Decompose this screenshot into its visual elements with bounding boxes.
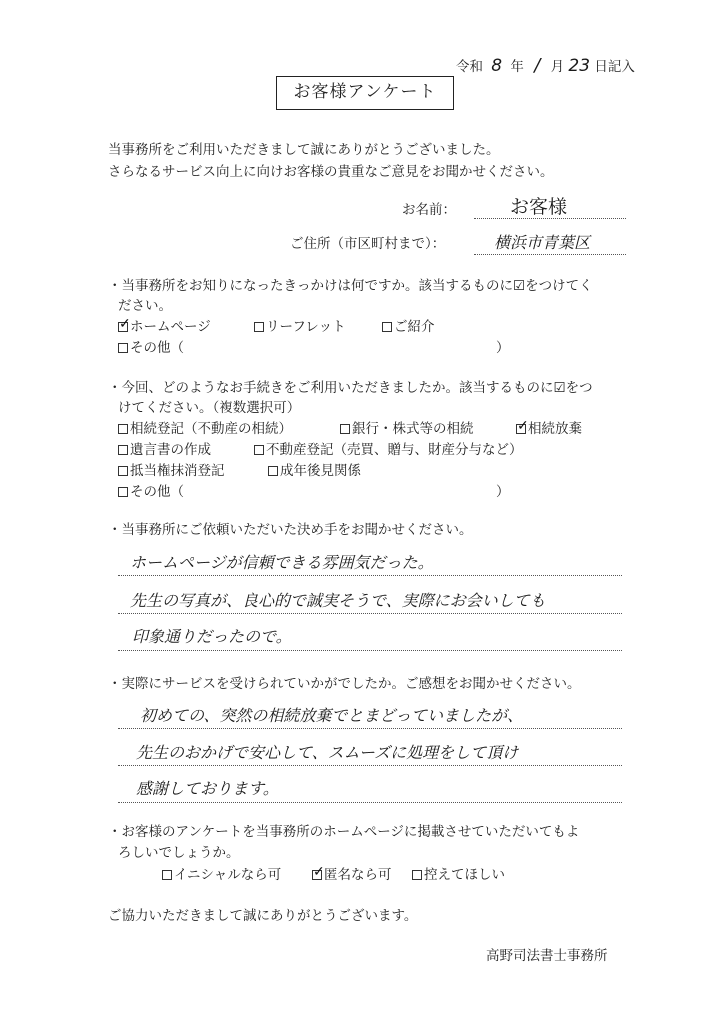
q4-answer-2: 先生のおかげで安心して、スムーズに処理をして頂け (136, 743, 519, 762)
checkbox-icon[interactable] (118, 343, 128, 353)
date-line (456, 56, 635, 77)
q2-option-real-estate[interactable]: 不動産登記（売買、贈与、財産分与など） (254, 440, 523, 460)
date-month-unit: 月 (550, 59, 565, 75)
q1-option-other[interactable]: その他（ (118, 338, 184, 358)
page-title: お客様アンケート (276, 76, 454, 110)
address-underline (474, 254, 626, 255)
q2-text-1: ・今回、どのようなお手続きをご利用いただきましたか。該当するものに☑をつ (108, 380, 593, 396)
checkbox-icon[interactable] (412, 870, 422, 880)
date-month: / (534, 55, 541, 76)
q4-line-1 (118, 728, 622, 729)
date-day: 23 (568, 56, 591, 76)
date-era: 令和 (456, 59, 483, 75)
q1-text-2: ださい。 (118, 298, 172, 314)
date-suffix: 日記入 (594, 59, 635, 75)
q3-line-1 (118, 575, 622, 576)
q1-option-homepage[interactable]: ✓ホームページ (118, 317, 211, 337)
date-year-unit: 年 (510, 59, 524, 75)
q2-option-other[interactable]: その他（ (118, 482, 184, 502)
q1-option-referral[interactable]: ご紹介 (382, 317, 435, 337)
intro-line-2: さらなるサービス向上に向けお客様の貴重なご意見をお聞かせください。 (108, 164, 554, 180)
checkbox-icon[interactable] (340, 424, 350, 434)
q3-text: ・当事務所にご依頼いただいた決め手をお聞かせください。 (108, 522, 473, 538)
q4-line-3 (118, 802, 622, 803)
q4-line-2 (118, 765, 622, 766)
date-year: 8 (491, 56, 503, 76)
q4-answer-3: 感謝しております。 (136, 779, 279, 798)
q3-line-2 (118, 613, 622, 614)
q2-option-will[interactable]: 遺言書の作成 (118, 440, 211, 460)
checkbox-checked-icon[interactable] (516, 424, 526, 434)
q5-option-anonymous[interactable]: ✓ 匿名なら可 (312, 865, 392, 885)
q5-option-initials[interactable]: イニシャルなら可 (162, 865, 281, 885)
checkbox-icon[interactable] (382, 322, 392, 332)
q2-option-bank-stock[interactable]: 銀行・株式等の相続 (340, 419, 474, 439)
checkbox-icon[interactable] (118, 424, 128, 434)
q2-option-renunciation[interactable]: ✓ 相続放棄 (516, 419, 582, 439)
checkbox-checked-icon[interactable] (312, 870, 322, 880)
office-name: 高野司法書士事務所 (486, 948, 608, 964)
checkbox-icon[interactable] (268, 466, 278, 476)
checkbox-checked-icon[interactable] (118, 322, 128, 332)
q4-answer-1: 初めての、突然の相続放棄でとまどっていましたが、 (140, 706, 524, 725)
q5-option-decline[interactable]: 控えてほしい (412, 865, 505, 885)
q3-answer-3: 印象通りだったので。 (132, 627, 292, 646)
address-label: ご住所（市区町村まで）： (290, 236, 446, 252)
name-label: お名前： (402, 202, 456, 218)
address-value: 横浜市青葉区 (494, 233, 591, 252)
q5-text-2: ろしいでしょうか。 (118, 845, 240, 861)
q4-text: ・実際にサービスを受けられていかがでしたか。ご感想をお聞かせください。 (108, 676, 581, 692)
q2-other-close: ） (496, 484, 510, 500)
q1-text-1: ・当事務所をお知りになったきっかけは何ですか。該当するものに☑をつけてく (108, 278, 593, 294)
q3-answer-1: ホームページが信頼できる雰囲気だった。 (130, 553, 434, 572)
name-underline (474, 218, 626, 219)
name-value: お客様 (510, 196, 568, 218)
q2-text-2: けてください。（複数選択可） (118, 400, 301, 416)
closing-text: ご協力いただきまして誠にありがとうございます。 (108, 908, 418, 924)
q2-option-mortgage[interactable]: 抵当権抹消登記 (118, 461, 225, 481)
checkbox-icon[interactable] (162, 870, 172, 880)
intro-line-1: 当事務所をご利用いただきまして誠にありがとうございました。 (108, 142, 500, 158)
q2-option-inheritance-registration[interactable]: 相続登記（不動産の相続） (118, 419, 292, 439)
q3-line-3 (118, 650, 622, 651)
checkbox-icon[interactable] (118, 487, 128, 497)
checkbox-icon[interactable] (254, 322, 264, 332)
checkbox-icon[interactable] (118, 466, 128, 476)
checkbox-icon[interactable] (254, 445, 264, 455)
checkbox-icon[interactable] (118, 445, 128, 455)
q2-option-guardianship[interactable]: 成年後見関係 (268, 461, 361, 481)
q1-option-leaflet[interactable]: リーフレット (254, 317, 346, 337)
q1-other-close: ） (496, 340, 510, 356)
q3-answer-2: 先生の写真が、良心的で誠実そうで、実際にお会いしても (130, 591, 546, 610)
q5-text-1: ・お客様のアンケートを当事務所のホームページに掲載させていただいてもよ (108, 824, 580, 840)
